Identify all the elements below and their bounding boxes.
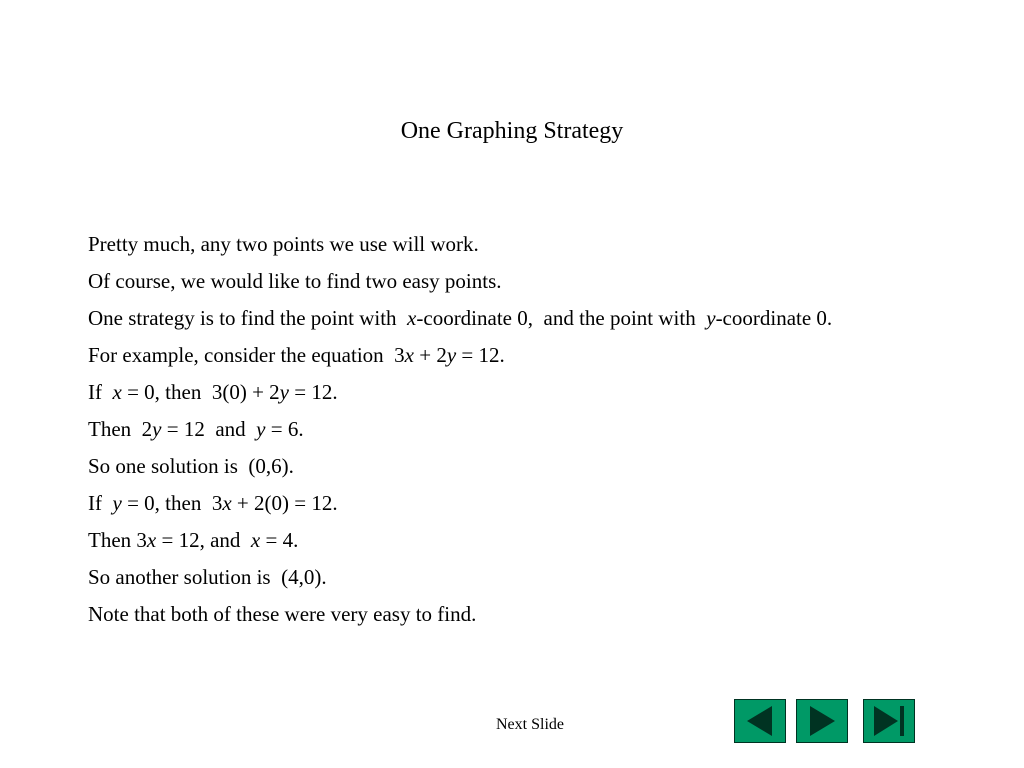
text-segment: = 6. (265, 417, 304, 441)
text-segment: If (88, 380, 113, 404)
next-slide-link[interactable]: Next Slide (496, 716, 564, 733)
text-segment: = 12. (288, 380, 338, 404)
body-line (88, 377, 878, 408)
variable-text: x (146, 528, 157, 552)
variable-text: x (222, 491, 232, 515)
text-segment: = 12 and (161, 417, 257, 441)
variable-text: x (250, 528, 261, 552)
text-segment: If (88, 491, 113, 515)
variable-text: y (446, 343, 457, 367)
body-line (88, 599, 878, 630)
text-segment: One strategy is to find the point with (88, 306, 408, 330)
next-slide-button[interactable] (796, 699, 848, 743)
body-line (88, 303, 878, 334)
variable-text: x (112, 380, 122, 404)
text-segment: So another solution is (4,0). (88, 565, 327, 589)
previous-slide-button[interactable] (734, 699, 786, 743)
body-line (88, 562, 878, 593)
variable-text: y (256, 417, 266, 441)
body-line (88, 340, 878, 371)
text-segment: = 4. (260, 528, 299, 552)
body-line (88, 266, 878, 297)
body-line (88, 229, 878, 260)
text-segment: Note that both of these were very easy to find. (88, 602, 477, 626)
text-segment: -coordinate 0, and the point with (416, 306, 707, 330)
text-segment: + 2(0) = 12. (231, 491, 338, 515)
text-segment: Then 3 (88, 528, 147, 552)
text-segment: For example, consider the equation 3 (88, 343, 405, 367)
variable-text: y (112, 491, 122, 515)
variable-text: y (279, 380, 289, 404)
triangle-left-icon (735, 700, 785, 742)
triangle-right-icon (797, 700, 847, 742)
variable-text: y (152, 417, 162, 441)
text-segment: Of course, we would like to find two easy points. (88, 269, 502, 293)
text-segment: = 12, and (156, 528, 251, 552)
text-segment: -coordinate 0. (715, 306, 833, 330)
variable-text: x (404, 343, 414, 367)
text-segment: Pretty much, any two points we use will work. (88, 232, 479, 256)
skip-to-end-icon (864, 700, 914, 742)
text-segment: + 2 (414, 343, 447, 367)
slide-body (88, 229, 878, 636)
text-segment: = 0, then 3(0) + 2 (121, 380, 280, 404)
variable-text: x (407, 306, 417, 330)
slide-title: One Graphing Strategy (400, 118, 624, 144)
text-segment: Then 2 (88, 417, 153, 441)
text-segment: = 12. (456, 343, 505, 367)
body-line (88, 525, 878, 556)
variable-text: y (706, 306, 716, 330)
text-segment: = 0, then 3 (121, 491, 223, 515)
body-line (88, 488, 878, 519)
body-line (88, 451, 878, 482)
body-line (88, 414, 878, 445)
last-slide-button[interactable] (863, 699, 915, 743)
text-segment: So one solution is (0,6). (88, 454, 294, 478)
